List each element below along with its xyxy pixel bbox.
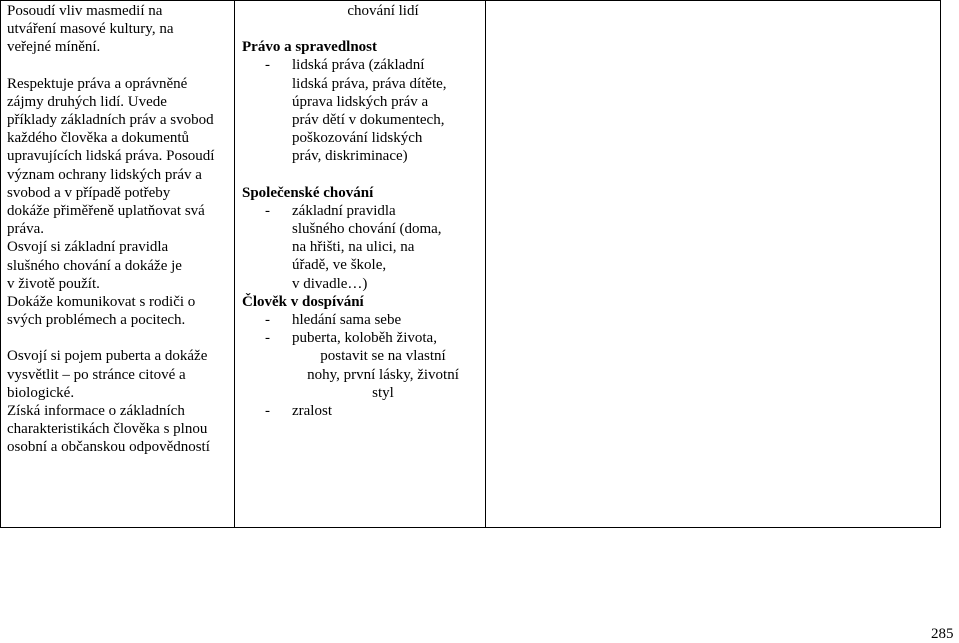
text-line: Posoudí vliv masmedií na [7, 3, 163, 19]
text-line: slušného chování a dokáže je [7, 257, 182, 274]
text-line: Získá informace o základních [7, 403, 185, 420]
topic-top-line: chování lidí [347, 3, 419, 19]
text-line: základní pravidla [292, 202, 396, 219]
text-line: Osvojí si pojem puberta a dokáže [7, 348, 208, 365]
text-line: dokáže přiměřeně uplatňovat svá [7, 203, 205, 220]
text-line: osobní a občanskou odpovědností [7, 439, 210, 456]
text-line: zájmy druhých lidí. Uvede [7, 93, 167, 110]
text-line: svobod a v případě potřeby [7, 184, 171, 201]
text-line: slušného chování (doma, [292, 221, 442, 238]
topic-item-puberty-continued [242, 347, 474, 402]
outcome-media [7, 2, 229, 57]
text-line: příklady základních práv a svobod [7, 112, 214, 129]
text-line: biologické. [7, 384, 75, 401]
text-line: zralost [292, 403, 332, 420]
text-line: práv, diskriminace) [292, 148, 408, 165]
text-line: úprava lidských práv a [292, 93, 429, 110]
column-divider-1 [234, 1, 235, 527]
text-line: Respektuje práva a oprávněné [7, 75, 188, 92]
text-line: práv dětí v dokumentech, [292, 112, 445, 129]
list-dash: - [265, 202, 270, 219]
topic-item-self [242, 311, 474, 329]
text-line: Osvojí si základní pravidla [7, 239, 169, 256]
text-line: lidská práva (základní [292, 57, 425, 74]
text-line: svých problémech a pocitech. [7, 312, 186, 329]
text-line: v divadle…) [292, 275, 368, 292]
text-line: vysvětlit – po stránce citové a [7, 366, 186, 383]
text-line: úřadě, ve škole, [292, 257, 387, 274]
list-dash: - [265, 57, 270, 74]
text-line: význam ochrany lidských práv a [7, 166, 202, 183]
outcome-human-rights [7, 75, 229, 330]
list-dash: - [265, 312, 270, 329]
topic-heading-adolescence: Člověk v dospívání [242, 293, 364, 310]
topic-item-rights [242, 56, 474, 165]
text-line: postavit se na vlastní [320, 348, 446, 365]
list-dash: - [265, 403, 270, 420]
text-line: puberta, koloběh života, [292, 330, 437, 347]
outcomes-column [7, 2, 229, 457]
text-line: veřejné mínění. [7, 39, 101, 56]
text-line: každého člověka a dokumentů [7, 130, 190, 147]
topics-column [242, 2, 474, 420]
outcome-puberty [7, 347, 229, 456]
list-dash: - [265, 330, 270, 347]
text-line: charakteristikách člověka s plnou [7, 421, 208, 438]
text-line: Dokáže komunikovat s rodiči o [7, 294, 196, 311]
text-line: poškozování lidských [292, 130, 423, 147]
text-line: lidská práva, práva dítěte, [292, 75, 447, 92]
text-line: nohy, první lásky, životní [307, 366, 459, 383]
column-divider-2 [485, 1, 486, 527]
topic-heading-rights: Právo a spravedlnost [242, 39, 377, 56]
text-line: práva. [7, 221, 45, 238]
text-line: na hřišti, na ulici, na [292, 239, 415, 256]
page-number: 285 [931, 626, 954, 642]
topic-item-maturity [242, 402, 474, 420]
text-line: v životě použít. [7, 275, 100, 292]
text-line: upravujících lidská práva. Posoudí [7, 148, 215, 165]
text-line: utváření masové kultury, na [7, 21, 174, 38]
topic-item-puberty [242, 329, 474, 347]
topic-item-behaviour [242, 202, 474, 293]
text-line: styl [372, 384, 394, 401]
text-line: hledání sama sebe [292, 312, 402, 329]
topic-heading-behaviour: Společenské chování [242, 184, 374, 201]
